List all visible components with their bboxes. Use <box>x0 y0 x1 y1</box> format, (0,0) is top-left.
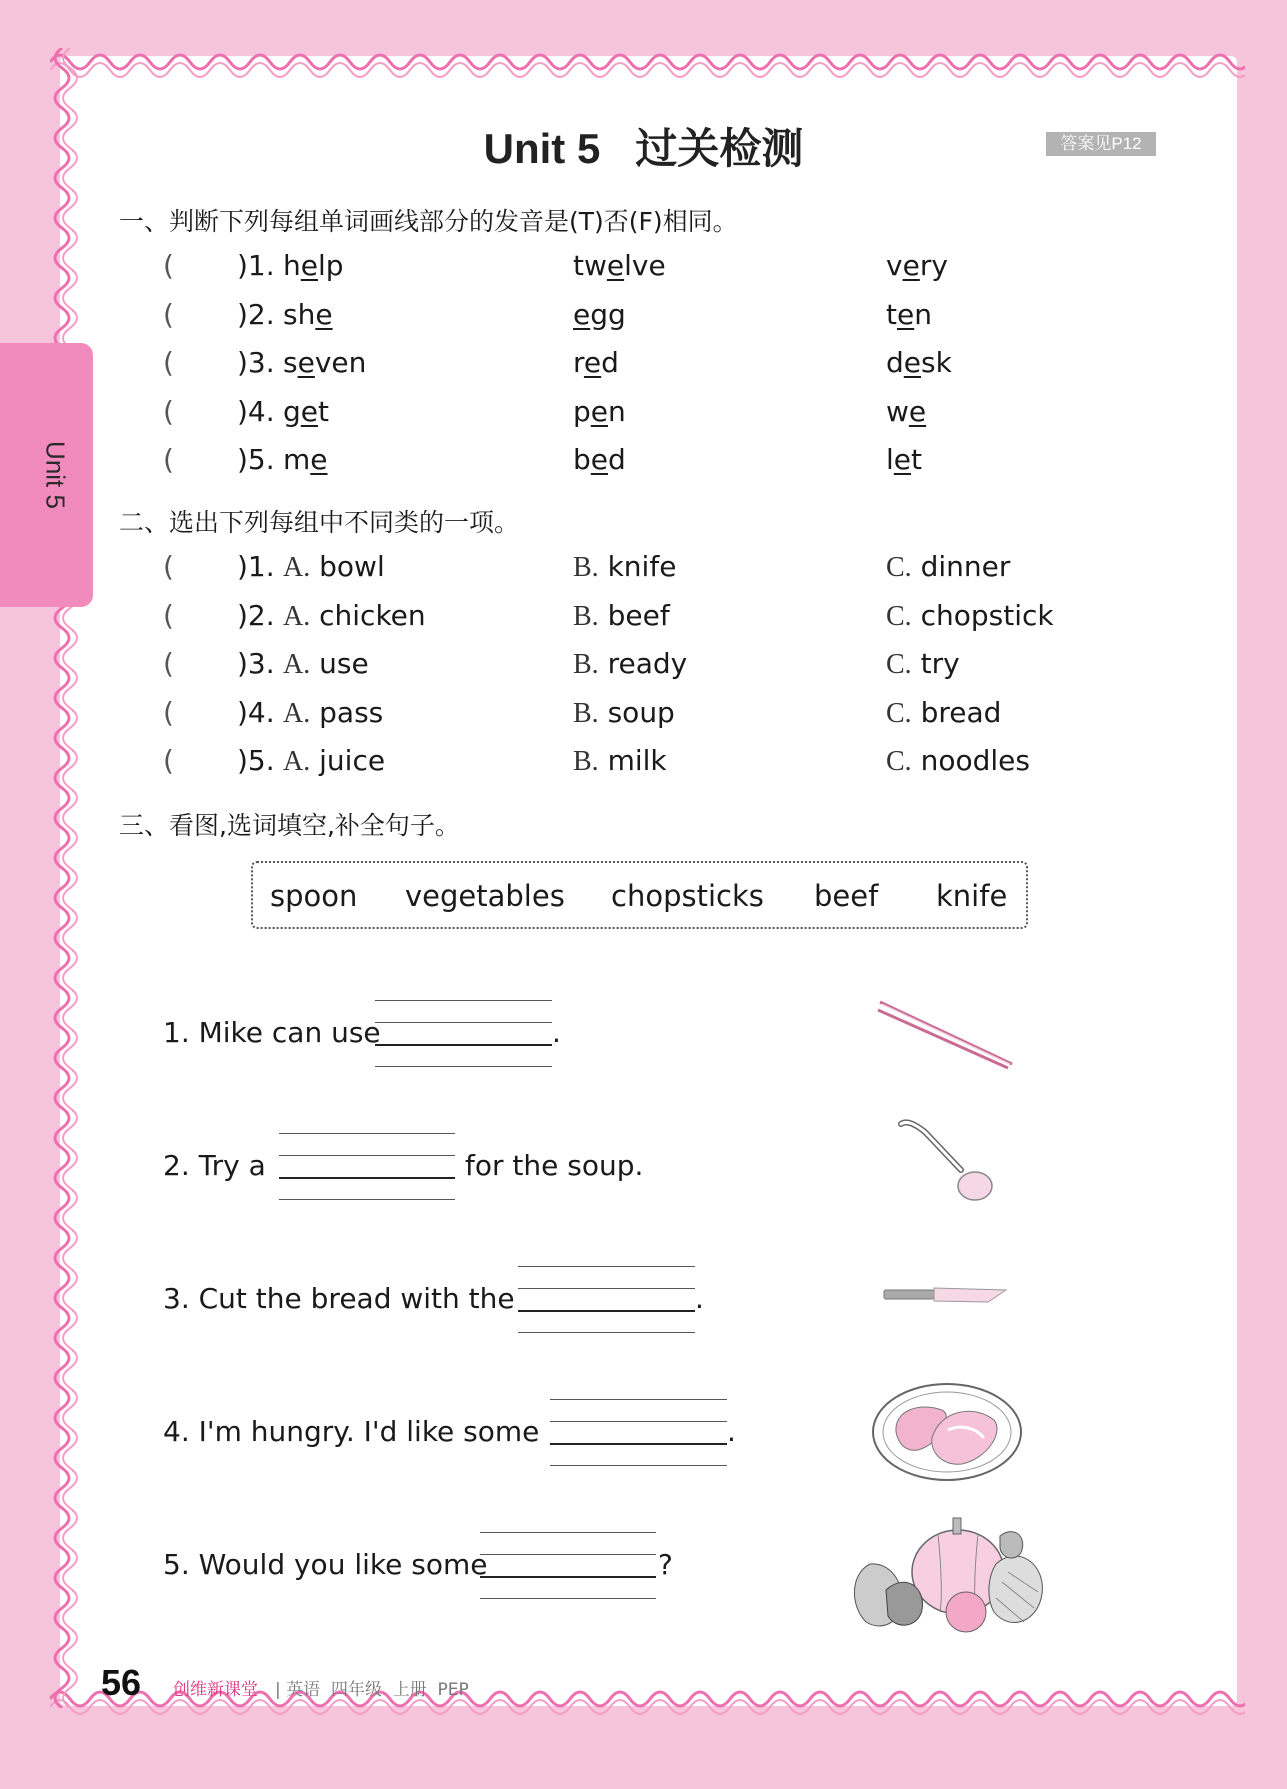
sentence-5-end: ? <box>658 1548 673 1581</box>
word-bank-item: chopsticks <box>611 879 764 913</box>
sentence-2-answer-blank[interactable] <box>279 1133 455 1199</box>
option-b: B. ready <box>573 647 688 680</box>
word-w1: she <box>283 298 333 331</box>
word-w1: seven <box>283 346 367 379</box>
option-c: C. chopstick <box>886 599 1054 632</box>
sentence-2-end: for the soup. <box>465 1149 644 1182</box>
section1-item-3 <box>0 346 1287 386</box>
option-c: C. noodles <box>886 744 1030 777</box>
sentence-5-text: 5. Would you like some <box>163 1548 488 1581</box>
section2-item-4 <box>0 696 1287 736</box>
section2-item-5 <box>0 744 1287 784</box>
option-a: A. pass <box>283 696 384 729</box>
sentence-1-end: . <box>552 1016 561 1049</box>
item-number: )2. <box>237 599 275 632</box>
answer-paren[interactable]: ( <box>163 346 174 379</box>
word-w2: egg <box>573 298 626 331</box>
answer-paren[interactable]: ( <box>163 744 174 777</box>
page-title: Unit 5 过关检测 <box>483 125 804 172</box>
unit-side-tab-label: Unit 5 <box>40 441 71 509</box>
item-number: )4. <box>237 696 275 729</box>
page-number: 56 <box>101 1662 142 1703</box>
section2-item-3 <box>0 647 1287 687</box>
vegetables-icon <box>846 1512 1051 1640</box>
option-b: B. beef <box>573 599 670 632</box>
knife-icon <box>880 1280 1010 1310</box>
item-number: )5. <box>237 443 275 476</box>
word-bank-item: knife <box>936 879 1008 913</box>
item-number: )3. <box>237 647 275 680</box>
word-w3: desk <box>886 346 952 379</box>
section2-item-2 <box>0 599 1287 639</box>
option-c: C. dinner <box>886 550 1011 583</box>
sentence-4-text: 4. I'm hungry. I'd like some <box>163 1415 540 1448</box>
section1-item-2 <box>0 298 1287 338</box>
word-w1: get <box>283 395 329 428</box>
word-w2: red <box>573 346 619 379</box>
word-w3: very <box>886 249 948 282</box>
spoon-icon <box>895 1118 1000 1208</box>
answer-paren[interactable]: ( <box>163 550 174 583</box>
section1-item-4 <box>0 395 1287 435</box>
answer-paren[interactable]: ( <box>163 599 174 632</box>
word-w2: bed <box>573 443 626 476</box>
option-b: B. knife <box>573 550 677 583</box>
section1-item-5 <box>0 443 1287 483</box>
section2-heading: 二、选出下列每组中不同类的一项。 <box>119 508 520 537</box>
option-b: B. milk <box>573 744 667 777</box>
word-bank-item: spoon <box>270 879 358 913</box>
section2-item-1 <box>0 550 1287 590</box>
item-number: )4. <box>237 395 275 428</box>
answer-paren[interactable]: ( <box>163 443 174 476</box>
section1-item-1 <box>0 249 1287 289</box>
left-wavy-border <box>46 48 80 1708</box>
footer-subtitle: | 英语 四年级 上册 PEP <box>275 1680 469 1700</box>
beef-plate-icon <box>870 1380 1025 1482</box>
item-number: )1. <box>237 550 275 583</box>
section1-heading: 一、判断下列每组单词画线部分的发音是(T)否(F)相同。 <box>119 207 738 236</box>
top-wavy-border <box>50 42 1245 82</box>
sentence-3-end: . <box>695 1282 704 1315</box>
sentence-1-answer-blank[interactable] <box>375 1000 552 1066</box>
item-number: )2. <box>237 298 275 331</box>
word-w3: we <box>886 395 927 428</box>
answer-paren[interactable]: ( <box>163 395 174 428</box>
option-a: A. use <box>283 647 369 680</box>
option-a: A. chicken <box>283 599 426 632</box>
sentence-2-text: 2. Try a <box>163 1149 266 1182</box>
chopsticks-icon <box>876 996 1016 1070</box>
word-w3: ten <box>886 298 932 331</box>
word-w3: let <box>886 443 922 476</box>
sentence-1-text: 1. Mike can use <box>163 1016 381 1049</box>
option-c: C. try <box>886 647 960 680</box>
sentence-5-answer-blank[interactable] <box>480 1532 656 1598</box>
sentence-4-end: . <box>727 1415 736 1448</box>
word-bank <box>251 861 1028 929</box>
sentence-3-answer-blank[interactable] <box>518 1266 695 1332</box>
option-a: A. juice <box>283 744 386 777</box>
item-number: )1. <box>237 249 275 282</box>
option-a: A. bowl <box>283 550 385 583</box>
word-w1: help <box>283 249 344 282</box>
option-c: C. bread <box>886 696 1002 729</box>
answer-paren[interactable]: ( <box>163 647 174 680</box>
word-w2: pen <box>573 395 626 428</box>
answer-paren[interactable]: ( <box>163 249 174 282</box>
item-number: )3. <box>237 346 275 379</box>
word-w1: me <box>283 443 328 476</box>
word-w2: twelve <box>573 249 666 282</box>
section3-heading: 三、看图,选词填空,补全句子。 <box>119 811 460 840</box>
answer-paren[interactable]: ( <box>163 298 174 331</box>
sentence-4-answer-blank[interactable] <box>550 1399 727 1465</box>
item-number: )5. <box>237 744 275 777</box>
footer-brand: 创维新课堂 <box>173 1680 258 1700</box>
answer-paren[interactable]: ( <box>163 696 174 729</box>
word-bank-item: vegetables <box>405 879 565 913</box>
word-bank-item: beef <box>814 879 879 913</box>
option-b: B. soup <box>573 696 675 729</box>
answer-reference-badge: 答案见P12 <box>1046 132 1156 156</box>
sentence-3-text: 3. Cut the bread with the <box>163 1282 515 1315</box>
